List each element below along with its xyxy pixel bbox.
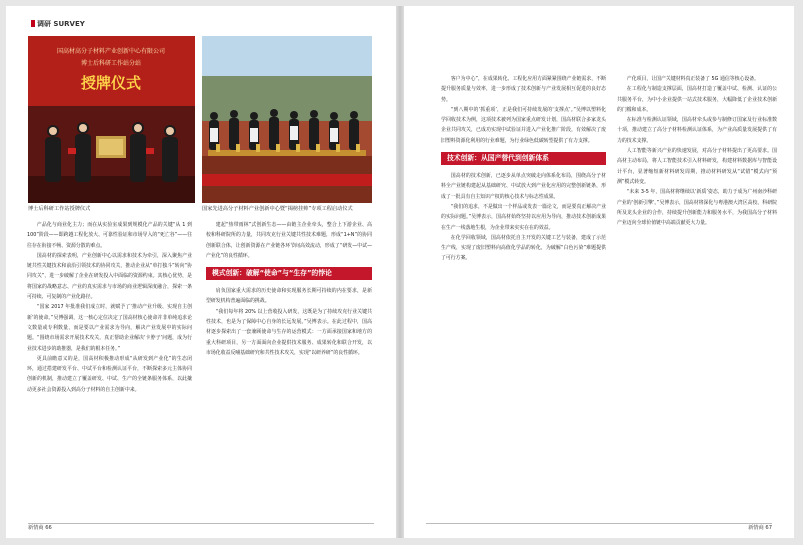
right-column-a — [441, 74, 606, 526]
footer-rule — [426, 523, 772, 524]
banner-line1: 国高材高分子材料产业创新中心有限公司 — [56, 48, 166, 55]
photo-caption-1: 博士后科研工作站授牌仪式 — [28, 206, 91, 212]
paragraph: “未来 3-5 年，国高材将继续以‘新质’姿态，助力于成为广州南沙科研产业的‘创新引擎’。”吴博表示，国高材将深化与粤港澳大湾区高校、科研院所及龙头企业的合作，持续提升创新能力和服务水平，为我国高分子材料产业迈向全球价值链中高端贡献更大力量。 — [617, 189, 777, 227]
left-page — [6, 6, 396, 538]
banner-title: 授牌仪式 — [80, 74, 142, 92]
right-column-b — [617, 74, 777, 526]
paragraph: “我们每年将 20% 以上营收投入研发，这既是为了持续攻克行业关键共性技术，也是为了保障中心自身的长远发展。”吴博表示。在此过程中，国高材逐步探索出了一套兼顾使命与生存的运营模式：一方面承接国家和地方的重大科研项目，另一方面面向企业提供技术服务、成果转化和联合开发，以市场化收益反哺基础研究和共性技术攻关，实现“以研养研”的良性循环。 — [206, 308, 372, 356]
paragraph: 国高材的技术创新，已逐步从单点突破走向体系化布局，围绕高分子材料全产业链构建起从基础研究、中试放大到产业化应用的完整创新链条，形成了一批具有自主知识产权的核心技术与标志性成果。 — [441, 173, 606, 200]
section-heading-tech-innovation: 技术创新：从国产替代到创新体系 — [441, 152, 606, 165]
photo-plaque-ceremony — [28, 36, 195, 203]
left-column-a — [27, 220, 192, 523]
section-tag-bar — [31, 20, 35, 27]
paragraph: “到八期中的‘抓重项’，正是我们可持续发展的‘支撑点’。”吴博以塑料化学回收技术为例，这项技术被列为国家重点研发计划，国高材联合多家龙头企业共同攻关，已成功实现中试验证并进入产业化推广阶段，有效解决了废旧塑料资源化利用的行业难题，为行业绿色低碳转型提供了有力支撑。 — [441, 106, 606, 144]
photo-launch-ceremony — [202, 36, 372, 203]
footer-left: 新情商 66 — [28, 525, 52, 531]
paragraph: 更具前瞻意义的是，国高材积极推动形成“从研发到产业化”的生态闭环，通过搭建研发平台、中试平台和检测认证平台，不断探索多元主体协同创新的机制，推动建立了覆盖研发、中试、生产的全链条服务体系，以此撬动更多社会资源投入到高分子材料的自主创新中来。 — [27, 355, 192, 393]
photo-plaque-ceremony-image — [28, 36, 195, 203]
paragraph: 客户为中心”，在成果转化、工程化应用方面紧紧围绕产业链需求，不断提升服务质量与效率，进一步形成了技术创新与产业发展相互促进的良好态势。 — [441, 76, 606, 103]
footer-rule — [28, 523, 374, 524]
paragraph: 在化学回收领域，国高材依托自主开发的关键工艺与装备，建成了示范生产线，实现了废旧塑料向高值化学品的转化，为破解“白色污染”难题提供了可行方案。 — [441, 234, 606, 262]
paragraph: 在工程化与制造支撑层面，国高材打造了覆盖中试、检测、认证的公共服务平台，为中小企业提供一站式技术服务，大幅降低了企业技术创新的门槛和成本。 — [617, 86, 777, 113]
paragraph: 国高材的探索表明，产业创新中心以需求和技术为牵引，深入聚焦产业链共性关键技术和前沿引领技术的协同攻关，推动企业从“单打独斗”转向“协同攻关”，进一步破解了企业在研发投入中面临的资源约束。其核心优势，是将国家的战略意志、产业的真实需求与市场的商业逻辑深度融合，探索一条可持续、可复制的产业化路径。 — [27, 252, 192, 301]
paragraph: “国家 2017 年批准我们成立时，就赋予了‘推动产业升级、实现自主创新’的使命。”吴博强调，这一核心定位决定了国高材核心使命并非单纯追求论文数量或专利数量，而是要以产业需求为导向，解决产业发展中的实际问题。“围绕市场需求开展技术攻关，真正帮助企业解决‘卡脖子’问题，成为行业技术进步的助推器，是我们的根本任务。” — [27, 304, 192, 352]
photo-launch-ceremony-image — [202, 36, 372, 203]
banner-line2: 博士后科研工作站分站 — [80, 60, 142, 67]
section-tag-label: 调研 SURVEY — [37, 20, 85, 28]
section-heading-model-innovation: 模式创新：破解“使命”与“生存”的悖论 — [206, 267, 372, 280]
paragraph: 肩负国家重大需求的历史使命和实现服务长期可持续的内在要求，是新型研发机构普遍面临的挑战。 — [206, 288, 372, 305]
paragraph: 建起“热带雨林”式创新生态——由链主企业牵头，整合上下游企业、高校和科研院所的力量，共同攻克行业关键共性技术难题，形成“1+N”的协同创新联合体，让创新资源在产业链各环节间高效流动，形成了“研发—中试—产业化”的良性循环。 — [206, 222, 372, 259]
left-column-b — [206, 220, 372, 523]
right-page — [404, 6, 794, 538]
paragraph: 产品化与商业化主力；而在从实验室成果到规模化产品的关键“从 1 到 100”阶段——即跨越工程化放大、可靠性验证和市场导入的“死亡谷”——往往存在衔接不畅、资源分散的难点。 — [27, 222, 192, 249]
paragraph: 在标准与检测认证领域，国高材牵头或参与制修订国家及行业标准数十项，推动建立了高分子材料检测认证体系，为产业高质量发展提供了有力的技术支撑。 — [617, 117, 777, 144]
footer-right: 新情商 67 — [748, 525, 772, 531]
photo-caption-2: 国家先进高分子材料产业创新中心暨“揭榜挂帅”专项工程启动仪式 — [202, 206, 353, 212]
paragraph: “我们的追求，不是做出一个样品或发表一篇论文，而是要真正解决产业的实际问题。”吴博表示，国高材始终坚持以应用为导向，推动技术创新成果在生产一线落地生根，为企业带来实实在在的效益。 — [441, 203, 606, 231]
section-tag — [31, 19, 85, 29]
page-gutter — [396, 6, 404, 538]
paragraph: 人工智能等新兴产业的快速发展，对高分子材料提出了更高要求。国高材主动布局，将人工智能技术引入材料研发，构建材料数据库与智能设计平台，显著缩短新材料研发周期，推动材料研发从“试错”模式向“预测”模式转变。 — [617, 148, 777, 185]
paragraph: 产化项目，让国产关键材料真正装备了 5G 通信等核心设备。 — [626, 76, 760, 82]
